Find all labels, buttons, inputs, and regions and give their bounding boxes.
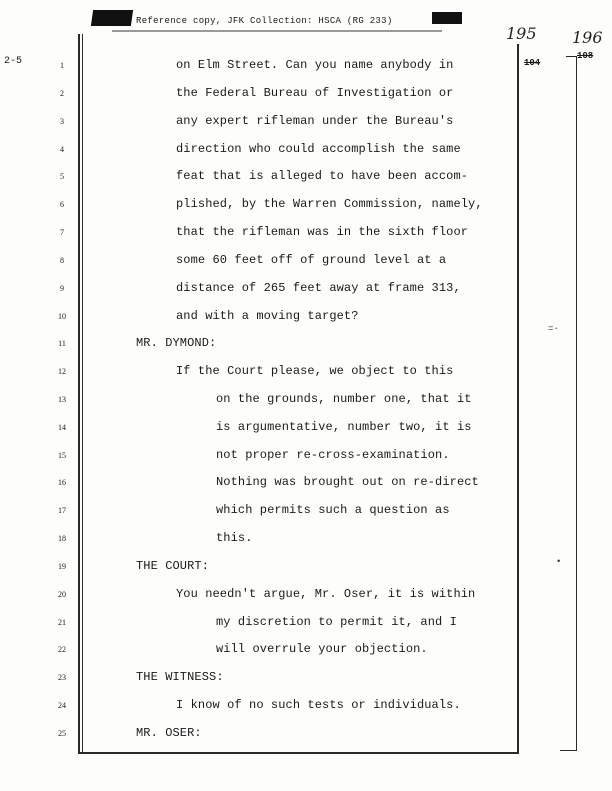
line-number: 22 bbox=[58, 645, 66, 654]
outer-right-bracket bbox=[576, 56, 577, 750]
right-margin-rule bbox=[517, 44, 519, 754]
line-number: 21 bbox=[58, 618, 66, 627]
transcript-line: some 60 feet off of ground level at a bbox=[176, 253, 447, 267]
transcript-line: distance of 265 feet away at frame 313, bbox=[176, 281, 461, 295]
line-number: 13 bbox=[58, 395, 66, 404]
left-margin-rule bbox=[78, 34, 80, 752]
transcript-line: I know of no such tests or individuals. bbox=[176, 698, 461, 712]
speaker-label: MR. DYMOND: bbox=[136, 336, 217, 350]
line-number: 20 bbox=[58, 590, 66, 599]
transcript-line: which permits such a question as bbox=[216, 503, 450, 517]
left-margin-rule-inner bbox=[82, 34, 83, 752]
transcript-line: any expert rifleman under the Bureau's bbox=[176, 114, 454, 128]
line-number: 2 bbox=[60, 89, 64, 98]
collection-header: Reference copy, JFK Collection: HSCA (RG 233) bbox=[136, 16, 393, 26]
transcript-line: this. bbox=[216, 531, 253, 545]
redaction-mark-right bbox=[432, 12, 462, 24]
transcript-line: the Federal Bureau of Investigation or bbox=[176, 86, 454, 100]
margin-side-label: 2-5 bbox=[4, 56, 23, 67]
transcript-line: not proper re-cross-examination. bbox=[216, 448, 450, 462]
redaction-mark-left bbox=[91, 10, 133, 26]
outer-bracket-top bbox=[566, 56, 577, 57]
line-number: 9 bbox=[60, 284, 64, 293]
margin-dot: • bbox=[556, 557, 562, 567]
bottom-rule bbox=[78, 752, 519, 754]
transcript-line: direction who could accomplish the same bbox=[176, 142, 461, 156]
transcript-line: If the Court please, we object to this bbox=[176, 364, 454, 378]
line-number: 5 bbox=[60, 172, 64, 181]
speaker-label: THE COURT: bbox=[136, 559, 210, 573]
line-number: 11 bbox=[58, 339, 66, 348]
line-number: 4 bbox=[60, 145, 64, 154]
transcript-line: on the grounds, number one, that it bbox=[216, 392, 472, 406]
transcript-line: on Elm Street. Can you name anybody in bbox=[176, 58, 454, 72]
speaker-label: THE WITNESS: bbox=[136, 670, 224, 684]
transcript-line: feat that is alleged to have been accom- bbox=[176, 169, 469, 183]
transcript-line: Nothing was brought out on re-direct bbox=[216, 475, 479, 489]
line-number: 6 bbox=[60, 200, 64, 209]
header-underline bbox=[112, 30, 442, 32]
transcript-line: is argumentative, number two, it is bbox=[216, 420, 472, 434]
struck-page-number-right: 108 bbox=[577, 51, 594, 61]
line-number: 24 bbox=[58, 701, 66, 710]
transcript-line: You needn't argue, Mr. Oser, it is within bbox=[176, 587, 476, 601]
handwritten-page-number-195: 195 bbox=[506, 24, 537, 43]
line-number: 15 bbox=[58, 451, 66, 460]
line-number: 18 bbox=[58, 534, 66, 543]
struck-page-number-left: 104 bbox=[524, 58, 541, 68]
line-number: 7 bbox=[60, 228, 64, 237]
transcript-line: my discretion to permit it, and I bbox=[216, 615, 457, 629]
outer-bracket-bottom bbox=[560, 750, 577, 751]
line-number: 16 bbox=[58, 478, 66, 487]
line-number: 25 bbox=[58, 729, 66, 738]
line-number: 8 bbox=[60, 256, 64, 265]
transcript-line: plished, by the Warren Commission, namely, bbox=[176, 197, 483, 211]
transcript-line: will overrule your objection. bbox=[216, 642, 428, 656]
line-number: 23 bbox=[58, 673, 66, 682]
line-number: 14 bbox=[58, 423, 66, 432]
line-number: 19 bbox=[58, 562, 66, 571]
handwritten-page-number-196: 196 bbox=[572, 28, 603, 47]
speaker-label: MR. OSER: bbox=[136, 726, 202, 740]
line-number: 1 bbox=[60, 61, 64, 70]
margin-mark: =· bbox=[548, 324, 559, 334]
line-number: 12 bbox=[58, 367, 66, 376]
line-number: 17 bbox=[58, 506, 66, 515]
transcript-line: and with a moving target? bbox=[176, 309, 359, 323]
transcript-line: that the rifleman was in the sixth floor bbox=[176, 225, 469, 239]
line-number: 3 bbox=[60, 117, 64, 126]
line-number: 10 bbox=[58, 312, 66, 321]
